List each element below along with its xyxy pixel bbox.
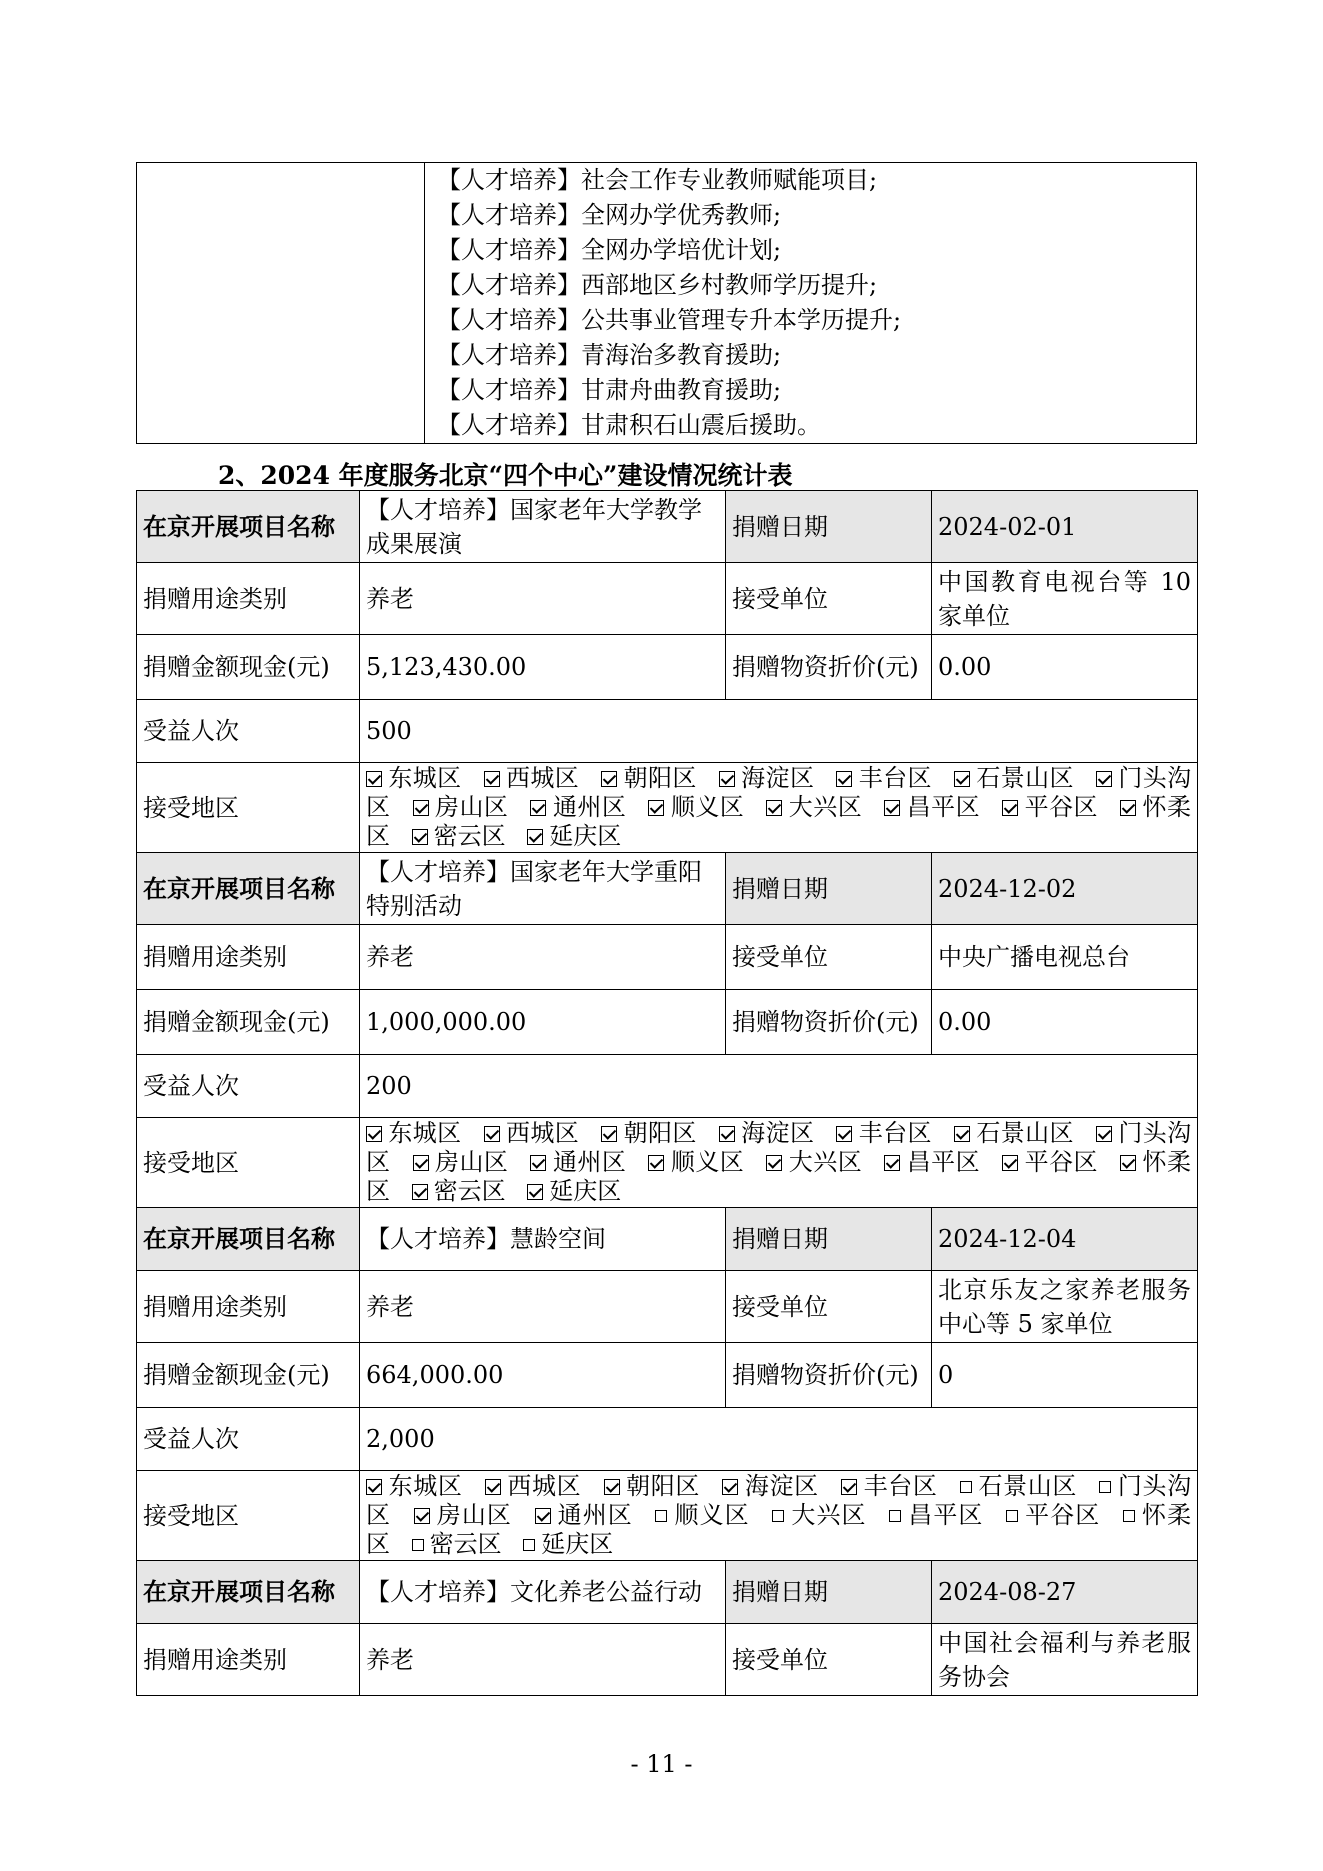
region-name: 密云区 xyxy=(433,822,506,850)
checked-box-icon xyxy=(535,1508,551,1524)
region-checkbox xyxy=(530,1148,626,1176)
project-name-value: 【人才培养】慧龄空间 xyxy=(360,1208,726,1271)
regions-value xyxy=(360,1118,1198,1208)
usage-category-value: 养老 xyxy=(360,1624,726,1696)
region-checkbox xyxy=(648,793,744,821)
region-checkbox xyxy=(530,793,626,821)
regions-value xyxy=(360,1471,1198,1561)
checked-box-icon xyxy=(413,1155,429,1171)
section-heading: 2、2024 年度服务北京“四个中心”建设情况统计表 xyxy=(218,461,793,490)
project-header-row xyxy=(137,853,1198,925)
regions-row xyxy=(137,763,1198,853)
usage-row xyxy=(137,563,1198,635)
regions-label: 接受地区 xyxy=(137,1471,360,1561)
region-checkbox xyxy=(841,1472,938,1500)
region-name: 通州区 xyxy=(552,1148,627,1176)
region-checkbox xyxy=(1002,1148,1098,1176)
cash-amount-value: 664,000.00 xyxy=(360,1343,726,1408)
region-checkbox xyxy=(366,1472,463,1500)
beneficiaries-label: 受益人次 xyxy=(137,1055,360,1118)
donation-date-value: 2024-08-27 xyxy=(932,1561,1198,1624)
region-checkbox xyxy=(836,764,932,792)
checked-box-icon xyxy=(1096,1126,1112,1142)
checked-box-icon xyxy=(412,829,428,845)
unchecked-box-icon xyxy=(412,1539,424,1551)
checked-box-icon xyxy=(884,1155,900,1171)
list-item: 【人才培养】全网办学培优计划; xyxy=(437,236,782,264)
recipient-label: 接受单位 xyxy=(726,925,932,990)
beneficiaries-row xyxy=(137,1055,1198,1118)
beneficiaries-value: 500 xyxy=(360,700,1198,763)
region-name: 东城区 xyxy=(388,1472,463,1500)
checked-box-icon xyxy=(722,1479,738,1495)
unchecked-box-icon xyxy=(1099,1481,1111,1493)
regions-row xyxy=(137,1471,1198,1561)
checked-box-icon xyxy=(648,800,664,816)
material-value-value: 0.00 xyxy=(932,635,1198,700)
region-name: 昌平区 xyxy=(906,793,981,821)
region-checkbox xyxy=(601,1119,697,1147)
region-checkbox xyxy=(772,1501,866,1529)
region-name: 延庆区 xyxy=(541,1530,614,1558)
region-name: 怀柔区 xyxy=(366,793,1192,850)
donation-date-value: 2024-12-04 xyxy=(932,1208,1198,1271)
checked-box-icon xyxy=(1002,1155,1018,1171)
amount-row xyxy=(137,1343,1198,1408)
donation-date-value: 2024-12-02 xyxy=(932,853,1198,925)
checked-box-icon xyxy=(954,771,970,787)
recipient-value: 中国教育电视台等 10 家单位 xyxy=(932,563,1198,635)
region-name: 昌平区 xyxy=(906,1148,981,1176)
unchecked-box-icon xyxy=(1006,1510,1018,1522)
page-number: - 11 - xyxy=(630,1750,693,1778)
beneficiaries-row xyxy=(137,700,1198,763)
checked-box-icon xyxy=(1096,771,1112,787)
checked-box-icon xyxy=(484,1126,500,1142)
region-name: 通州区 xyxy=(556,1501,633,1529)
donation-date-value: 2024-02-01 xyxy=(932,491,1198,563)
region-name: 怀柔区 xyxy=(366,1148,1192,1205)
project-name-label: 在京开展项目名称 xyxy=(137,491,360,563)
list-item: 【人才培养】全网办学优秀教师; xyxy=(437,201,782,229)
region-checkbox xyxy=(1006,1501,1100,1529)
recipient-label: 接受单位 xyxy=(726,563,932,635)
beneficiaries-label: 受益人次 xyxy=(137,700,360,763)
region-checkbox xyxy=(366,764,462,792)
amount-row xyxy=(137,635,1198,700)
checked-box-icon xyxy=(601,1126,617,1142)
region-checkbox xyxy=(413,793,509,821)
checked-box-icon xyxy=(1002,800,1018,816)
region-name: 东城区 xyxy=(388,764,462,792)
project-list-cell xyxy=(425,163,1197,444)
beneficiaries-row xyxy=(137,1408,1198,1471)
checked-box-icon xyxy=(530,800,546,816)
project-header-row xyxy=(137,491,1198,563)
usage-category-label: 捐赠用途类别 xyxy=(137,1271,360,1343)
usage-row xyxy=(137,925,1198,990)
material-value-label: 捐赠物资折价(元) xyxy=(726,635,932,700)
region-name: 密云区 xyxy=(429,1530,502,1558)
region-name: 大兴区 xyxy=(790,1501,867,1529)
empty-left-cell xyxy=(137,163,425,444)
region-name: 大兴区 xyxy=(788,793,863,821)
region-name: 海淀区 xyxy=(744,1472,819,1500)
region-name: 延庆区 xyxy=(549,1177,622,1205)
region-name: 怀柔区 xyxy=(366,1501,1192,1558)
beneficiaries-value: 200 xyxy=(360,1055,1198,1118)
region-name: 丰台区 xyxy=(863,1472,938,1500)
checked-box-icon xyxy=(954,1126,970,1142)
checked-box-icon xyxy=(648,1155,664,1171)
region-checkbox xyxy=(719,1119,815,1147)
material-value-value: 0.00 xyxy=(932,990,1198,1055)
region-name: 石景山区 xyxy=(975,764,1074,792)
project-name-value: 【人才培养】文化养老公益行动 xyxy=(360,1561,726,1624)
list-item: 【人才培养】甘肃舟曲教育援助; xyxy=(437,376,782,404)
checked-box-icon xyxy=(719,1126,735,1142)
material-value-value: 0 xyxy=(932,1343,1198,1408)
usage-category-value: 养老 xyxy=(360,925,726,990)
checked-box-icon xyxy=(413,800,429,816)
region-name: 通州区 xyxy=(552,793,627,821)
checked-box-icon xyxy=(484,771,500,787)
list-item: 【人才培养】社会工作专业教师赋能项目; xyxy=(437,166,878,194)
region-checkbox xyxy=(484,764,580,792)
beneficiaries-value: 2,000 xyxy=(360,1408,1198,1471)
usage-row xyxy=(137,1624,1198,1696)
checked-box-icon xyxy=(719,771,735,787)
region-checkbox xyxy=(412,1530,502,1558)
recipient-value: 北京乐友之家养老服务中心等 5 家单位 xyxy=(932,1271,1198,1343)
region-name: 门头沟区 xyxy=(366,764,1192,821)
region-checkbox xyxy=(412,822,506,850)
donation-date-label: 捐赠日期 xyxy=(726,853,932,925)
material-value-label: 捐赠物资折价(元) xyxy=(726,1343,932,1408)
beneficiaries-label: 受益人次 xyxy=(137,1408,360,1471)
region-name: 朝阳区 xyxy=(625,1472,701,1500)
project-header-row xyxy=(137,1561,1198,1624)
regions-value xyxy=(360,763,1198,853)
checked-box-icon xyxy=(836,1126,852,1142)
checked-box-icon xyxy=(366,771,382,787)
region-checkbox xyxy=(366,1119,462,1147)
checked-box-icon xyxy=(527,829,543,845)
regions-label: 接受地区 xyxy=(137,763,360,853)
region-checkbox xyxy=(484,1119,580,1147)
regions-label: 接受地区 xyxy=(137,1118,360,1208)
region-checkbox xyxy=(523,1530,613,1558)
region-checkbox xyxy=(648,1148,744,1176)
region-checkbox xyxy=(766,793,862,821)
checked-box-icon xyxy=(1120,800,1136,816)
region-checkbox xyxy=(535,1501,633,1529)
region-name: 丰台区 xyxy=(858,764,932,792)
cash-amount-value: 1,000,000.00 xyxy=(360,990,726,1055)
region-name: 海淀区 xyxy=(740,764,815,792)
checked-box-icon xyxy=(530,1155,546,1171)
region-name: 密云区 xyxy=(433,1177,506,1205)
list-item: 【人才培养】甘肃积石山震后援助。 xyxy=(437,411,821,439)
region-name: 房山区 xyxy=(434,793,509,821)
project-header-row xyxy=(137,1208,1198,1271)
checked-box-icon xyxy=(366,1126,382,1142)
region-name: 海淀区 xyxy=(740,1119,815,1147)
region-name: 西城区 xyxy=(505,1119,580,1147)
region-name: 顺义区 xyxy=(670,1148,745,1176)
usage-category-value: 养老 xyxy=(360,1271,726,1343)
unchecked-box-icon xyxy=(960,1481,972,1493)
region-checkbox xyxy=(889,1501,983,1529)
project-name-label: 在京开展项目名称 xyxy=(137,1561,360,1624)
region-name: 石景山区 xyxy=(975,1119,1074,1147)
donation-date-label: 捐赠日期 xyxy=(726,491,932,563)
checked-box-icon xyxy=(766,800,782,816)
region-name: 平谷区 xyxy=(1024,1501,1101,1529)
region-name: 平谷区 xyxy=(1024,1148,1098,1176)
region-name: 西城区 xyxy=(505,764,580,792)
donation-date-label: 捐赠日期 xyxy=(726,1561,932,1624)
region-name: 门头沟区 xyxy=(366,1472,1192,1529)
donation-date-label: 捐赠日期 xyxy=(726,1208,932,1271)
region-name: 昌平区 xyxy=(907,1501,984,1529)
checked-box-icon xyxy=(414,1508,430,1524)
material-value-label: 捐赠物资折价(元) xyxy=(726,990,932,1055)
region-name: 丰台区 xyxy=(858,1119,932,1147)
checked-box-icon xyxy=(766,1155,782,1171)
region-name: 房山区 xyxy=(435,1501,512,1529)
unchecked-box-icon xyxy=(523,1539,535,1551)
checked-box-icon xyxy=(527,1184,543,1200)
checked-box-icon xyxy=(836,771,852,787)
checked-box-icon xyxy=(884,800,900,816)
region-name: 门头沟区 xyxy=(366,1119,1192,1176)
beijing-service-stats-table xyxy=(136,490,1198,1696)
cash-amount-label: 捐赠金额现金(元) xyxy=(137,990,360,1055)
checked-box-icon xyxy=(366,1479,382,1495)
region-name: 大兴区 xyxy=(788,1148,863,1176)
checked-box-icon xyxy=(841,1479,857,1495)
recipient-label: 接受单位 xyxy=(726,1271,932,1343)
region-checkbox xyxy=(954,764,1074,792)
usage-category-label: 捐赠用途类别 xyxy=(137,1624,360,1696)
unchecked-box-icon xyxy=(655,1510,667,1522)
amount-row xyxy=(137,990,1198,1055)
recipient-value: 中国社会福利与养老服务协会 xyxy=(932,1624,1198,1696)
checked-box-icon xyxy=(1120,1155,1136,1171)
region-checkbox xyxy=(1002,793,1098,821)
region-checkbox xyxy=(836,1119,932,1147)
region-name: 顺义区 xyxy=(670,793,745,821)
region-name: 延庆区 xyxy=(549,822,622,850)
usage-category-label: 捐赠用途类别 xyxy=(137,563,360,635)
region-checkbox xyxy=(960,1472,1077,1500)
unchecked-box-icon xyxy=(1123,1510,1135,1522)
region-checkbox xyxy=(412,1177,506,1205)
list-item: 【人才培养】公共事业管理专升本学历提升; xyxy=(437,306,902,334)
region-checkbox xyxy=(766,1148,862,1176)
region-checkbox xyxy=(413,1148,509,1176)
region-name: 朝阳区 xyxy=(623,1119,697,1147)
region-checkbox xyxy=(604,1472,701,1500)
region-name: 朝阳区 xyxy=(623,764,697,792)
region-checkbox xyxy=(414,1501,512,1529)
list-item: 【人才培养】青海治多教育援助; xyxy=(437,341,782,369)
regions-row xyxy=(137,1118,1198,1208)
unchecked-box-icon xyxy=(772,1510,784,1522)
region-name: 西城区 xyxy=(506,1472,582,1500)
region-checkbox xyxy=(722,1472,819,1500)
recipient-value: 中央广播电视总台 xyxy=(932,925,1198,990)
continued-project-table xyxy=(136,162,1197,444)
region-checkbox xyxy=(601,764,697,792)
checked-box-icon xyxy=(604,1479,620,1495)
region-checkbox xyxy=(884,793,980,821)
region-checkbox xyxy=(527,1177,621,1205)
usage-category-label: 捐赠用途类别 xyxy=(137,925,360,990)
region-checkbox xyxy=(485,1472,582,1500)
unchecked-box-icon xyxy=(889,1510,901,1522)
usage-category-value: 养老 xyxy=(360,563,726,635)
region-name: 东城区 xyxy=(388,1119,462,1147)
list-item: 【人才培养】西部地区乡村教师学历提升; xyxy=(437,271,878,299)
project-name-value: 【人才培养】国家老年大学重阳特别活动 xyxy=(360,853,726,925)
region-checkbox xyxy=(954,1119,1074,1147)
checked-box-icon xyxy=(412,1184,428,1200)
cash-amount-value: 5,123,430.00 xyxy=(360,635,726,700)
recipient-label: 接受单位 xyxy=(726,1624,932,1696)
region-checkbox xyxy=(527,822,621,850)
region-checkbox xyxy=(655,1501,749,1529)
checked-box-icon xyxy=(601,771,617,787)
project-name-value: 【人才培养】国家老年大学教学成果展演 xyxy=(360,491,726,563)
cash-amount-label: 捐赠金额现金(元) xyxy=(137,1343,360,1408)
region-checkbox xyxy=(884,1148,980,1176)
region-name: 石景山区 xyxy=(977,1472,1077,1500)
cash-amount-label: 捐赠金额现金(元) xyxy=(137,635,360,700)
region-name: 平谷区 xyxy=(1024,793,1098,821)
usage-row xyxy=(137,1271,1198,1343)
region-checkbox xyxy=(719,764,815,792)
region-name: 房山区 xyxy=(434,1148,509,1176)
checked-box-icon xyxy=(485,1479,501,1495)
region-name: 顺义区 xyxy=(673,1501,750,1529)
project-name-label: 在京开展项目名称 xyxy=(137,853,360,925)
project-name-label: 在京开展项目名称 xyxy=(137,1208,360,1271)
